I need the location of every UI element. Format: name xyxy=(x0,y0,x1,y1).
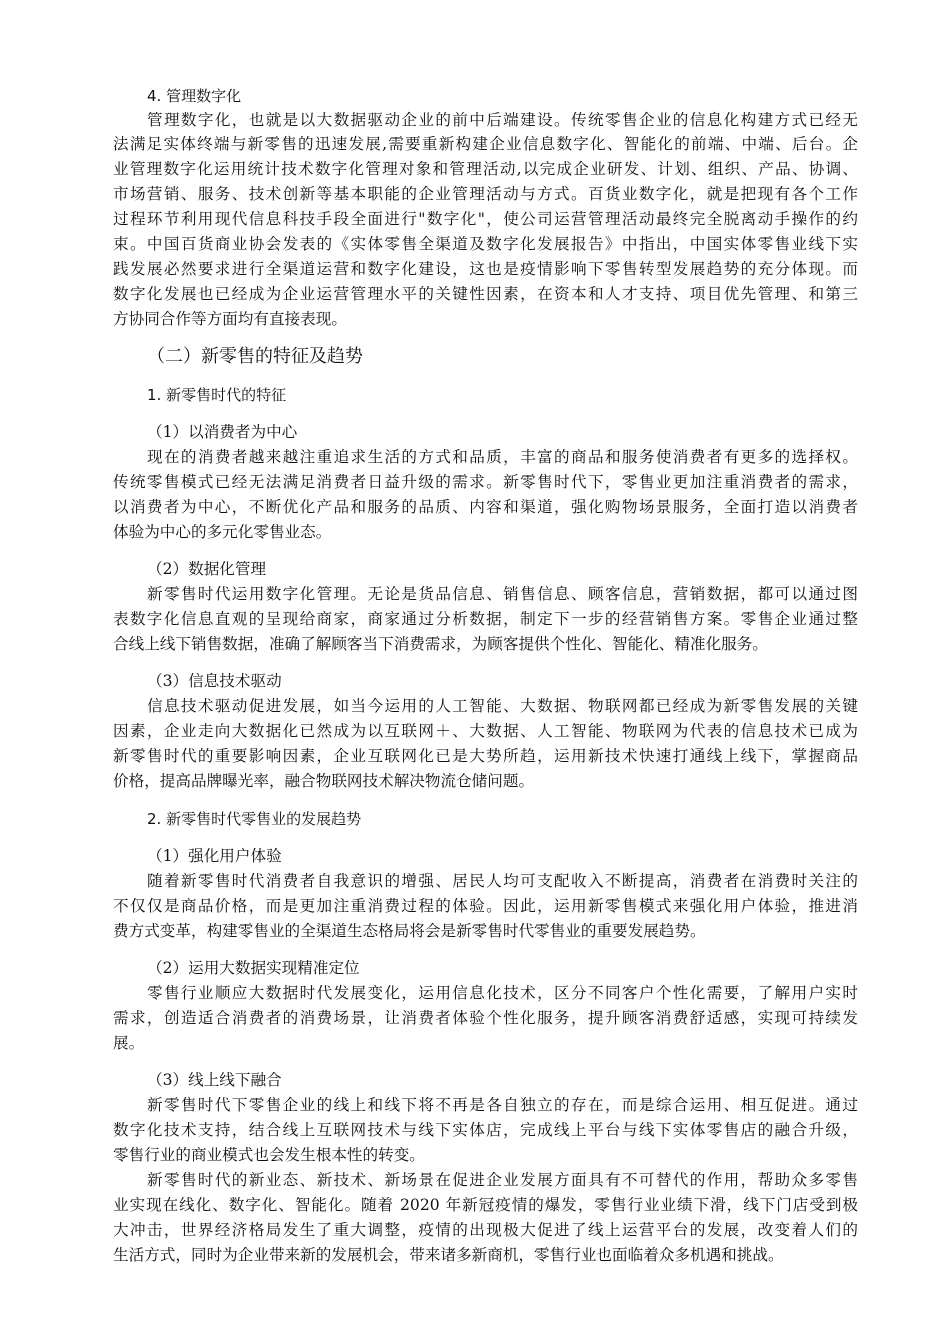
paragraph-line: 践发展必然要求进行全渠道运营和数字化建设，这也是疫情影响下零售转型发展趋势的充分体现。而 xyxy=(113,260,858,278)
paragraph-line: 方协同合作等方面均有直接表现。 xyxy=(113,310,347,328)
paragraph-line: 费方式变革，构建零售业的全渠道生态格局将会是新零售时代零售业的重要发展趋势。 xyxy=(113,922,706,940)
paragraph-line: 价格，提高品牌曝光率，融合物联网技术解决物流仓储问题。 xyxy=(113,772,535,790)
subheading-big-data-positioning: （2）运用大数据实现精准定位 xyxy=(147,959,360,977)
paragraph-line: 束。中国百货商业协会发表的《实体零售全渠道及数字化发展报告》中指出，中国实体零售业线下实 xyxy=(113,235,858,253)
subheading-online-offline: （3）线上线下融合 xyxy=(147,1071,282,1089)
paragraph-line: 数字化发展也已经成为企业运营管理水平的关键性因素，在资本和人才支持、项目优先管理、和第三 xyxy=(113,285,858,303)
paragraph-line: 管理数字化，也就是以大数据驱动企业的前中后端建设。传统零售企业的信息化构建方式已经无 xyxy=(147,111,858,129)
section-title: （二）新零售的特征及趋势 xyxy=(147,346,363,367)
heading-new-retail-features: 1. 新零售时代的特征 xyxy=(147,386,287,404)
paragraph-line: 不仅仅是商品价格，而是更加注重消费过程的体验。因此，运用新零售模式来强化用户体验，推进消 xyxy=(113,897,858,915)
paragraph-line: 信息技术驱动促进发展，如当今运用的人工智能、大数据、物联网都已经成为新零售发展的关键 xyxy=(147,697,858,715)
paragraph-line: 法满足实体终端与新零售的迅速发展,需要重新构建企业信息数字化、智能化的前端、中端、后台。企 xyxy=(113,135,858,153)
paragraph-line: 新零售时代下零售企业的线上和线下将不再是各自独立的存在，而是综合运用、相互促进。通过 xyxy=(147,1096,858,1114)
paragraph-line: 业实现在线化、数字化、智能化。随着 2020 年新冠疫情的爆发，零售行业业绩下滑，线下门店受到极 xyxy=(113,1196,858,1214)
paragraph-line: 数字化技术支持，结合线上互联网技术与线下实体店，完成线上平台与线下实体零售店的融合升级， xyxy=(113,1121,858,1139)
subheading-tech-driven: （3）信息技术驱动 xyxy=(147,672,282,690)
subheading-data-management: （2）数据化管理 xyxy=(147,560,267,578)
paragraph-line: 需求，创造适合消费者的消费场景，让消费者体验个性化服务，提升顾客消费舒适感，实现可持续发 xyxy=(113,1009,858,1027)
paragraph-line: 大冲击，世界经济格局发生了重大调整，疫情的出现极大促进了线上运营平台的发展，改变着人们的 xyxy=(113,1221,858,1239)
subheading-consumer-centric: （1）以消费者为中心 xyxy=(147,423,298,441)
paragraph-line: 合线上线下销售数据，准确了解顾客当下消费需求，为顾客提供个性化、智能化、精准化服务。 xyxy=(113,635,768,653)
paragraph-line: 过程环节利用现代信息科技手段全面进行"数字化"，使公司运营管理活动最终完全脱离动手操作的约 xyxy=(113,210,858,228)
paragraph-line: 展。 xyxy=(113,1034,145,1052)
paragraph-line: 零售行业顺应大数据时代发展变化，运用信息化技术，区分不同客户个性化需要，了解用户实时 xyxy=(147,984,858,1002)
paragraph-line: 体验为中心的多元化零售业态。 xyxy=(113,523,332,541)
paragraph-line: 现在的消费者越来越注重追求生活的方式和品质，丰富的商品和服务使消费者有更多的选择权。 xyxy=(147,448,858,466)
paragraph-line: 随着新零售时代消费者自我意识的增强、居民人均可支配收入不断提高，消费者在消费时关注的 xyxy=(147,872,858,890)
paragraph-line: 生活方式，同时为企业带来新的发展机会，带来诸多新商机，零售行业也面临着众多机遇和挑战。 xyxy=(113,1246,784,1264)
paragraph-line: 新零售时代的重要影响因素，企业互联网化已是大势所趋，运用新技术快速打通线上线下，掌握商品 xyxy=(113,747,858,765)
paragraph-line: 新零售时代的新业态、新技术、新场景在促进企业发展方面具有不可替代的作用，帮助众多零售 xyxy=(147,1171,858,1189)
paragraph-line: 以消费者为中心，不断优化产品和服务的品质、内容和渠道，强化购物场景服务，全面打造以消费者 xyxy=(113,498,858,516)
heading-development-trends: 2. 新零售时代零售业的发展趋势 xyxy=(147,810,362,828)
paragraph-line: 业管理数字化运用统计技术数字化管理对象和管理活动,以完成企业研发、计划、组织、产品、协调、 xyxy=(113,160,858,178)
paragraph-line: 新零售时代运用数字化管理。无论是货品信息、销售信息、顾客信息，营销数据，都可以通过图 xyxy=(147,585,858,603)
subheading-user-experience: （1）强化用户体验 xyxy=(147,847,282,865)
paragraph-line: 零售行业的商业模式也会发生根本性的转变。 xyxy=(113,1146,425,1164)
paragraph-line: 市场营销、服务、技术创新等基本职能的企业管理活动与方式。百货业数字化，就是把现有各个工作 xyxy=(113,185,858,203)
paragraph-line: 因素，企业走向大数据化已然成为以互联网＋、大数据、人工智能、物联网为代表的信息技术已成为 xyxy=(113,722,858,740)
paragraph-line: 传统零售模式已经无法满足消费者日益升级的需求。新零售时代下，零售业更加注重消费者的需求， xyxy=(113,473,858,491)
paragraph-line: 表数字化信息直观的呈现给商家，商家通过分析数据，制定下一步的经营销售方案。零售企业通过整 xyxy=(113,610,858,628)
heading-management-digitalization: 4. 管理数字化 xyxy=(147,87,242,105)
